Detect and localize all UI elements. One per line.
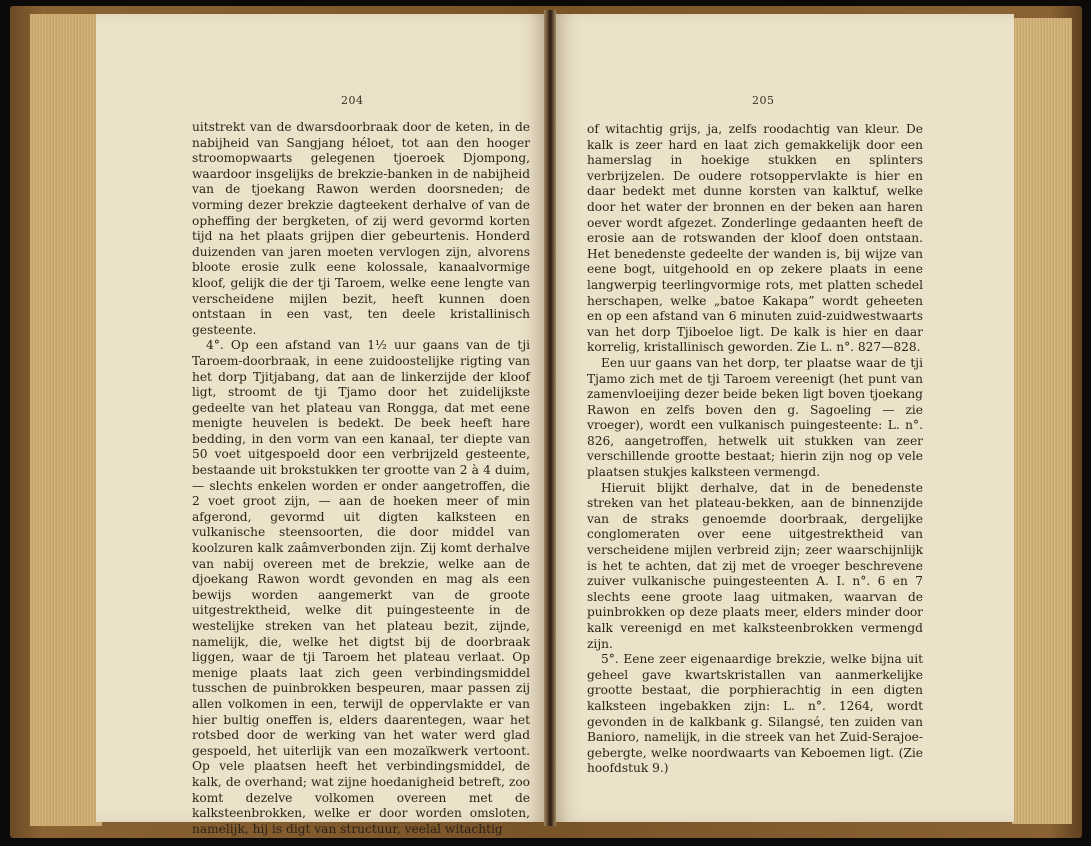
paragraph: Hieruit blijkt derhalve, dat in de benedenste streken van het plateau-bekken, aan de binnenzijde van de straks genoemde doorbraak, dergelijke conglomeraten over eene uitgestrektheid van verscheidene mijlen verbreid zijn; zeer waarschijnlijk is het te achten, dat zij met de vroeger beschrevene zuiver vulkanische puingesteenten A. I. n°. 6 en 7 slechts eene groote laag uitmaken, waarvan de puinbrokken op deze plaats meer, elders minder door kalk vereenigd en met kalksteenbrokken vermengd zijn. bbox=[587, 480, 923, 651]
right-page-text bbox=[587, 122, 923, 777]
right-page bbox=[553, 14, 1014, 822]
right-page-edges bbox=[1012, 18, 1072, 824]
page-number: 205 bbox=[752, 94, 775, 107]
paragraph: of witachtig grijs, ja, zelfs roodachtig van kleur. De kalk is zeer hard en laat zich gemakkelijk door een hamerslag in hoekige stukken en splinters verbrijzelen. De oudere rotsoppervlakte is hier en daar bedekt met dunne korsten van kalktuf, welke door het water der bronnen en der beken aan haren oever wordt afgezet. Zonderlinge gedaanten heeft de erosie aan de rotswanden der kloof doen ontstaan. Het benedenste gedeelte der wanden is, bij wijze van eene bogt, uitgehoold en op zekere plaats in eene langwerpig teerlingvormige rots, met platten schedel herschapen, welke „batoe Kakapa” wordt geheeten en op een afstand van 6 minuten zuid-zuidwestwaarts van het dorp Tjiboeloe ligt. De kalk is hier en daar korrelig, kristallinisch geworden. Zie L. n°. 827—828. bbox=[587, 122, 923, 355]
paragraph: 5°. Eene zeer eigenaardige brekzie, welke bijna uit geheel gave kwartskristallen van aanmerkelijke grootte bestaat, die porphierachtig in een digten kalksteen ingebakken zijn: L. n°. 1264, wordt gevonden in de kalkbank g. Silangsé, ten zuiden van Banioro, namelijk, in die streek van het Zuid-Serajoe-gebergte, welke noordwaarts van Keboemen ligt. (Zie hoofdstuk 9.) bbox=[587, 652, 923, 776]
paragraph: uitstrekt van de dwarsdoorbraak door de keten, in de nabijheid van Sangjang héloet, tot aan den hooger stroomopwaarts gelegenen tjoeroek Djompong, waardoor insgelijks de brekzie-banken in de nabijheid van de tjoekang Rawon werden doorsneden; de vorming dezer brekzie dagteekent derhalve of van de opheffing der bergketen, of zij werd gevormd korten tijd na het plaats grijpen dier gebeurtenis. Honderd duizenden van jaren moeten vervlogen zijn, alvorens bloote erosie zulk eene kolossale, kanaalvormige kloof, gelijk die der tji Taroem, welke eene lengte van verscheidene mijlen bezit, heeft kunnen doen ontstaan in een vast, ten deele kristallinisch gesteente. bbox=[192, 120, 530, 337]
left-page bbox=[96, 14, 547, 836]
left-page-text bbox=[192, 120, 530, 837]
paragraph: Een uur gaans van het dorp, ter plaatse waar de tji Tjamo zich met de tji Taroem vereenigt (het punt van zamenvloeijing dezer beide beken ligt boven tjoekang Rawon en zelfs boven den g. Sagoeling — zie vroeger), wordt een vulkanisch puingesteente: L. n°. 826, aangetroffen, hetwelk uit stukken van zeer verschillende grootte bestaat; hierin zijn nog op vele plaatsen stukjes kalksteen vermengd. bbox=[587, 355, 923, 480]
book-gutter bbox=[544, 10, 556, 826]
paragraph: 4°. Op een afstand van 1½ uur gaans van de tji Taroem-doorbraak, in eene zuidoostelijke rigting van het dorp Tjitjabang, dat aan de linkerzijde der kloof ligt, stroomt de tji Tjamo door het zuidelijkste gedeelte van het plateau van Rongga, dat met eene menigte heuvelen is bedekt. De beek heeft hare bedding, in den vorm van een kanaal, ter diepte van 50 voet uitgespoeld door een verbrijzeld gesteente, bestaande uit brokstukken ter grootte van 2 à 4 duim, — slechts enkelen worden er onder aangetroffen, die 2 voet groot zijn, — aan de hoeken meer of min afgerond, gevormd uit digten kalksteen en vulkanische steensoorten, die door middel van koolzuren kalk zaâmverbonden zijn. Zij komt derhalve van nabij overeen met de brekzie, welke aan de djoekang Rawon wordt gevonden en mag als een bewijs worden aangemerkt van de groote uitgestrektheid, welke dit puingesteente in de westelijke streken van het plateau bezit, zijnde, namelijk, die, welke het digtst bij de doorbraak liggen, waar de tji Taroem het plateau verlaat. Op menige plaats laat zich geen verbindingsmiddel tusschen de puinbrokken bespeuren, maar passen zij allen volkomen in een, terwijl de oppervlakte er van hier bultig oneffen is, elders daarentegen, waar het rotsbed door de werking van het water werd glad gespoeld, het uiterlijk van een mozaïkwerk vertoont. Op vele plaatsen heeft het verbindingsmiddel, de kalk, de overhand; wat zijne hoedanigheid betreft, zoo komt dezelve volkomen overeen met de kalksteenbrokken, welke er door worden omsloten, namelijk, hij is digt van structuur, veelal witachtig bbox=[192, 338, 530, 836]
page-number: 204 bbox=[341, 94, 364, 107]
left-page-edges bbox=[30, 14, 102, 826]
